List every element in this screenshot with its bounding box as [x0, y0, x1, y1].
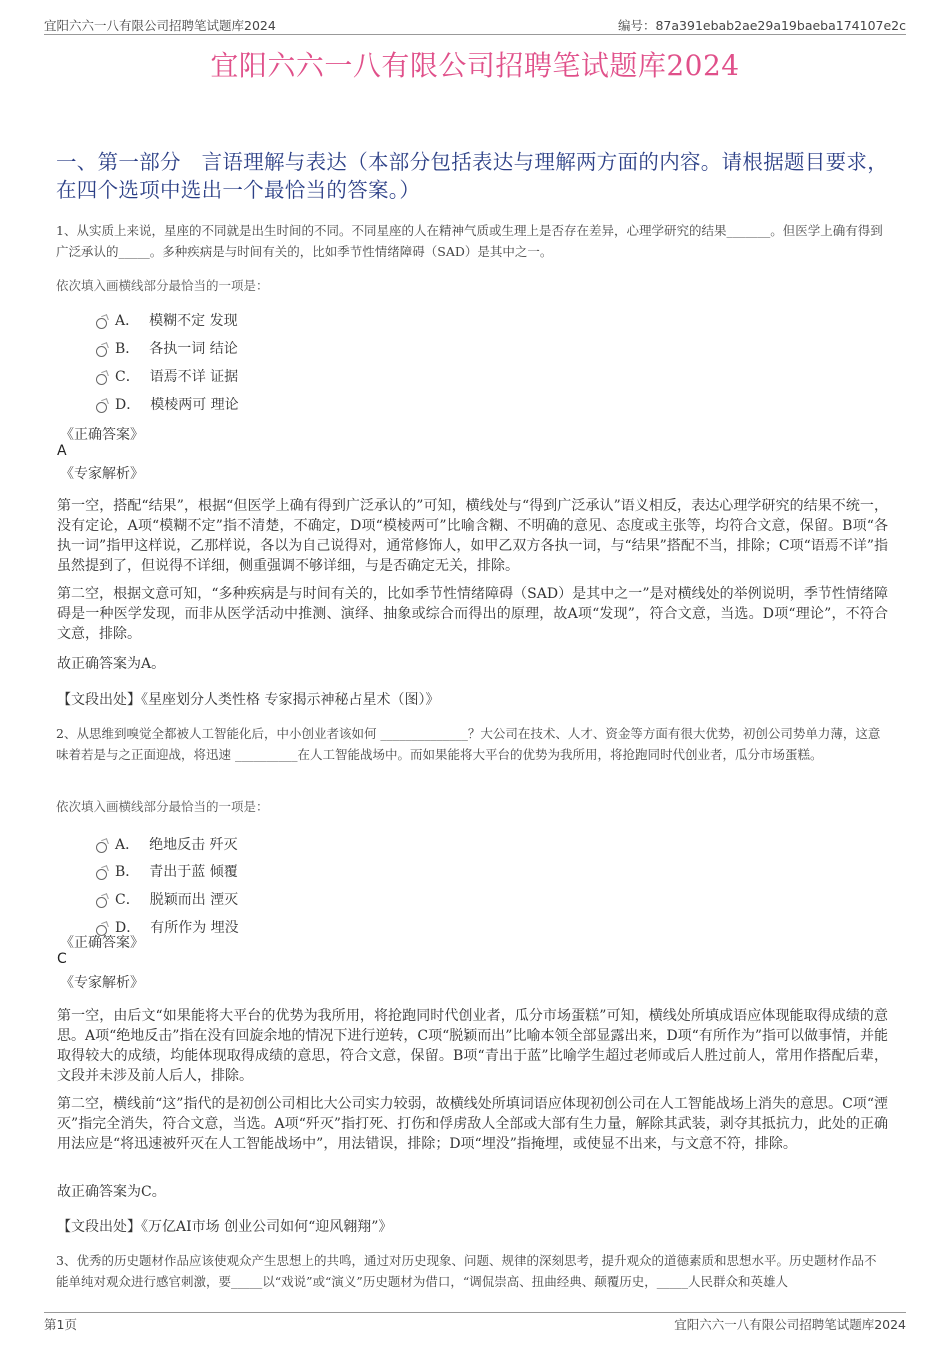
radio-icon[interactable] — [96, 374, 107, 385]
section-heading: 一、第一部分 言语理解与表达（本部分包括表达与理解两方面的内容。请根据题目要求，在四个选项中选出一个最恰当的答案。） — [56, 150, 888, 202]
question-1-answer: A — [57, 443, 67, 459]
question-3-stem: 3、优秀的历史题材作品应该使观众产生思想上的共鸣，通过对历史现象、问题、规律的深刻思考，提升观众的道德素质和思想水平。历史题材作品不能单纯对观众进行感官刺激，要_____以“戏说”或“演义”历史题材为借口，“调侃崇高、扭曲经典、颠覆历史，_____人民群众和英雄人 — [56, 1253, 877, 1289]
page-header — [44, 14, 906, 35]
header-doc-id: 编号：87a391ebab2ae29a19baeba174107e2c — [617, 18, 906, 33]
question-2-option-c[interactable]: C． 脱颖而出 湮灭 — [96, 889, 238, 909]
question-2-analysis-paragraph-2: 第二空，横线前“这”指代的是初创公司相比大公司实力较弱，故横线处所填词语应体现初创公司在人工智能战场上消失的意思。C项“湮灭”指完全消失，符合文意，当选。A项“歼灭”指打死、打伤和俘虏敌人全部或大部有生力量，解除其武装，剥夺其抵抗力，此处的正确用法应是“将迅速被歼灭在人工智能战场中”，用法错误，排除；D项“埋没”指掩埋，或使显不出来，与文意不符，排除。 — [57, 1096, 888, 1152]
question-2-option-b[interactable]: B． 青出于蓝 倾覆 — [96, 861, 238, 881]
question-1-option-d[interactable]: D． 模棱两可 理论 — [96, 394, 239, 414]
radio-icon[interactable] — [96, 318, 107, 329]
footer-doc-title: 宜阳六六一八有限公司招聘笔试题库2024 — [674, 1317, 906, 1332]
radio-icon[interactable] — [96, 842, 107, 853]
question-1-option-b[interactable]: B． 各执一词 结论 — [96, 338, 238, 358]
question-2-source: 【文段出处】《万亿AI市场 创业公司如何“迎风翱翔”》 — [57, 1219, 393, 1235]
question-2-answer-label: 《正确答案》 — [60, 935, 144, 951]
question-1-analysis-paragraph-2: 第二空，根据文意可知，“多种疾病是与时间有关的，比如季节性情绪障碍（SAD）是其中之一”是对横线处的举例说明，季节性情绪障碍是一种医学发现，而非从医学活动中推测、演绎、抽象或综合而得出的原理，故A项“发现”，符合文意，当选。D项“理论”，不符合文意，排除。 — [57, 586, 888, 642]
radio-icon[interactable] — [96, 869, 107, 880]
page-footer — [44, 1312, 906, 1333]
question-1-stem: 1、从实质上来说，星座的不同就是出生时间的不同。不同星座的人在精神气质或生理上是否存在差异，心理学研究的结果_______。但医学上确有得到广泛承认的_____。多种疾病是与时间有关的，比如季节性情绪障碍（SAD）是其中之一。 — [56, 223, 883, 259]
page-title: 宜阳六六一八有限公司招聘笔试题库2024 — [210, 49, 740, 82]
question-2-answer: C — [57, 951, 67, 967]
question-1-option-a[interactable]: A． 模糊不定 发现 — [96, 310, 238, 330]
question-1-analysis-paragraph-1: 第一空，搭配“结果”，根据“但医学上确有得到广泛承认的”可知，横线处与“得到广泛承认”语义相反，表达心理学研究的结果不统一，没有定论，A项“模糊不定”指不清楚，不确定，D项“模棱两可”比喻含糊、不明确的意见、态度或主张等，均符合文意，保留。B项“各执一词”指甲这样说，乙那样说，各以为自己说得对，通常修饰人，如甲乙双方各执一词，与“结果”搭配不当，排除；C项“语焉不详”指虽然提到了，但说得不详细，侧重强调不够详细，与是否确定无关，排除。 — [57, 498, 888, 574]
question-2-analysis-label: 《专家解析》 — [60, 975, 144, 991]
question-2-analysis-conclusion: 故正确答案为C。 — [57, 1184, 166, 1200]
page-number: 第1页 — [44, 1317, 77, 1332]
question-1-source: 【文段出处】《星座划分人类性格 专家揭示神秘占星术（图）》 — [57, 692, 440, 708]
question-1-analysis-label: 《专家解析》 — [60, 466, 144, 482]
question-2-stem: 2、从思维到嗅觉全都被人工智能化后，中小创业者该如何 ______________？大公司在技术、人才、资金等方面有很大优势，初创公司势单力薄，这意味着若是与之正面迎战，将迅速 __________在人工智能战场中。而如果能将大平台的优势为我所用，将抢跑同时代创业者，瓜分市场蛋糕。 — [56, 726, 881, 762]
radio-icon[interactable] — [96, 402, 107, 413]
question-2-option-a[interactable]: A． 绝地反击 歼灭 — [96, 834, 238, 854]
header-doc-title: 宜阳六六一八有限公司招聘笔试题库2024 — [44, 18, 276, 33]
question-1-option-c[interactable]: C． 语焉不详 证据 — [96, 366, 238, 386]
question-1-analysis-conclusion: 故正确答案为A。 — [57, 656, 166, 672]
radio-icon[interactable] — [96, 346, 107, 357]
question-1-prompt: 依次填入画横线部分最恰当的一项是： — [56, 278, 269, 293]
question-2-option-d[interactable]: D． 有所作为 埋没 — [96, 917, 239, 937]
question-2-analysis-paragraph-1: 第一空，由后文“如果能将大平台的优势为我所用，将抢跑同时代创业者，瓜分市场蛋糕”可知，横线处所填成语应体现能取得成绩的意思。A项“绝地反击”指在没有回旋余地的情况下进行逆转，C项“脱颖而出”比喻本领全部显露出来，D项“有所作为”指可以做事情，并能取得较大的成绩，均能体现取得成绩的意思，符合文意，保留。B项“青出于蓝”比喻学生超过老师或后人胜过前人，常用作搭配后辈，文段并未涉及前人后人，排除。 — [57, 1008, 888, 1084]
question-1-answer-label: 《正确答案》 — [60, 427, 144, 443]
radio-icon[interactable] — [96, 897, 107, 908]
question-2-prompt: 依次填入画横线部分最恰当的一项是： — [56, 799, 269, 814]
